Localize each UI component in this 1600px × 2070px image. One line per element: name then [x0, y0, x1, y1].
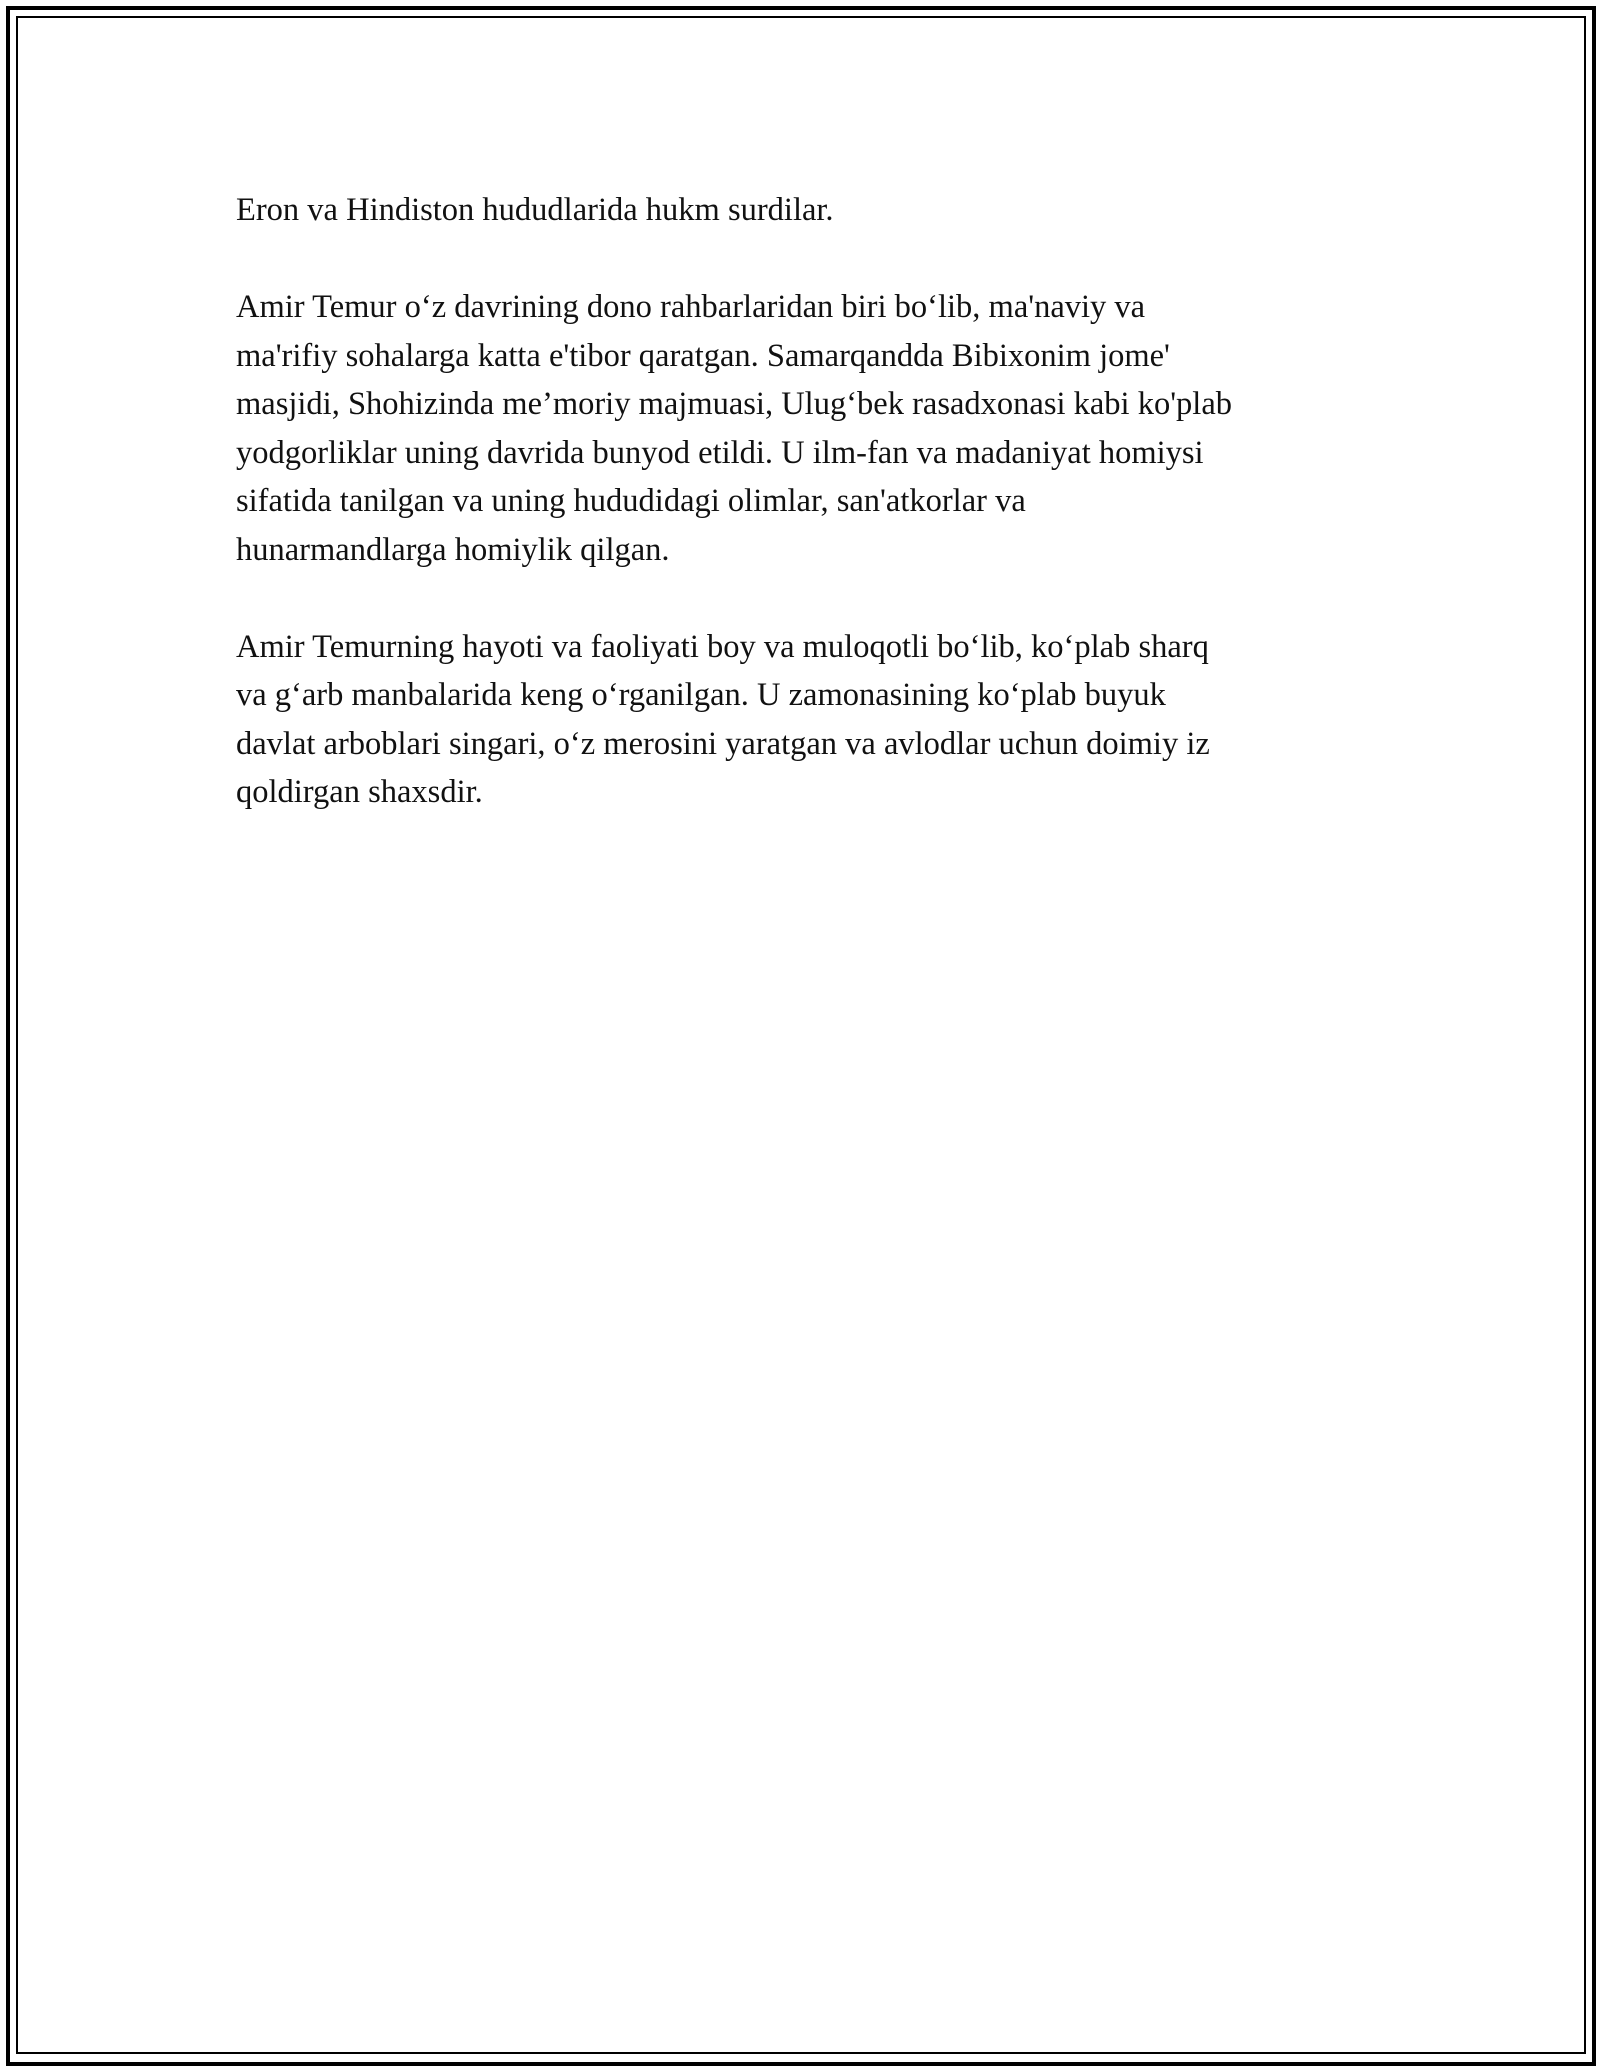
paragraph-1: [236, 186, 1366, 235]
paragraph-2: [236, 283, 1366, 574]
text-line: yodgorliklar uning davrida bunyod etildi. U ilm-fan va madaniyat homiysi: [236, 434, 1204, 471]
document-body: [236, 186, 1366, 865]
paragraph-3: [236, 623, 1366, 817]
text-line: Amir Temurning hayoti va faoliyati boy va muloqotli bo‘lib, ko‘plab sharq: [236, 628, 1209, 665]
text-line: masjidi, Shohizinda me’moriy majmuasi, Ulug‘bek rasadxonasi kabi ko'plab: [236, 386, 1233, 422]
text-line: sifatida tanilgan va uning hududidagi olimlar, san'atkorlar va: [236, 483, 1026, 519]
text-line: davlat arboblari singari, o‘z merosini yaratgan va avlodlar uchun doimiy iz: [236, 725, 1210, 762]
text-line: ma'rifiy sohalarga katta e'tibor qaratgan. Samarqandda Bibixonim jome': [236, 337, 1170, 374]
text-line: Eron va Hindiston hududlarida hukm surdilar.: [236, 192, 834, 228]
text-line: va g‘arb manbalarida keng o‘rganilgan. U zamonasining ko‘plab buyuk: [236, 677, 1166, 713]
text-line: Amir Temur o‘z davrining dono rahbarlaridan biri bo‘lib, ma'naviy va: [236, 289, 1146, 325]
text-line: qoldirgan shaxsdir.: [236, 774, 483, 810]
text-line: hunarmandlarga homiylik qilgan.: [236, 531, 670, 568]
